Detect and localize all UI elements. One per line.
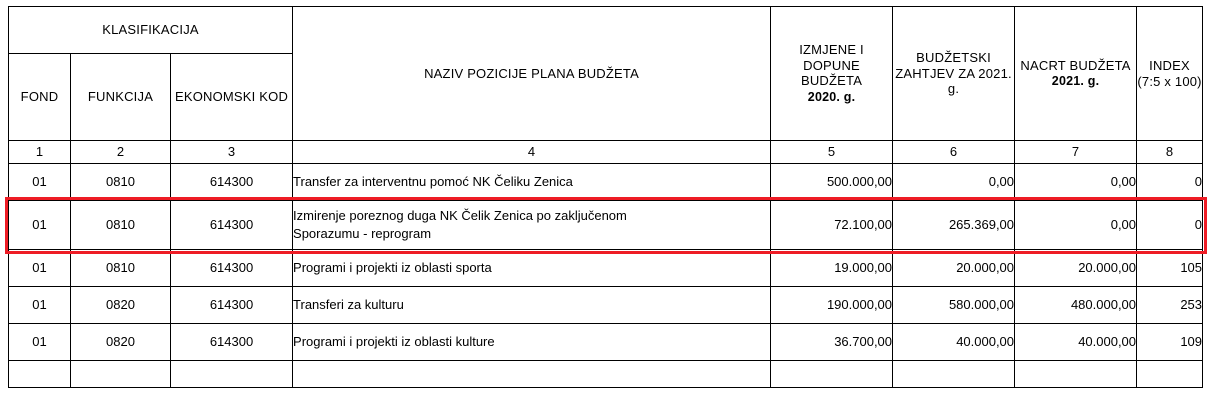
header-index	[1137, 7, 1203, 141]
cell-naziv: Transferi za kulturu	[293, 287, 771, 324]
cell-nacrt: 40.000,00	[1015, 324, 1137, 361]
table-header	[9, 7, 1203, 164]
cell-izmjene	[771, 361, 893, 388]
cell-izmjene: 500.000,00	[771, 164, 893, 201]
cell-naziv	[293, 201, 771, 250]
cell-index: 105	[1137, 250, 1203, 287]
cell-zahtjev	[893, 361, 1015, 388]
cell-zahtjev: 580.000,00	[893, 287, 1015, 324]
table-body	[9, 164, 1203, 388]
cell-funkcija: 0810	[71, 250, 171, 287]
header-naziv-pozicije: NAZIV POZICIJE PLANA BUDŽETA	[293, 7, 771, 141]
cell-index: 109	[1137, 324, 1203, 361]
cell-funkcija: 0820	[71, 287, 171, 324]
cell-fond: 01	[9, 250, 71, 287]
cell-fond	[9, 361, 71, 388]
table-row-highlighted	[9, 201, 1203, 250]
cell-izmjene: 72.100,00	[771, 201, 893, 250]
column-number-3: 3	[171, 141, 293, 164]
cell-fond: 01	[9, 164, 71, 201]
header-izmjene-year: 2020. g.	[807, 89, 856, 104]
cell-funkcija: 0810	[71, 164, 171, 201]
cell-index: 253	[1137, 287, 1203, 324]
cell-funkcija: 0820	[71, 324, 171, 361]
cell-fond: 01	[9, 324, 71, 361]
header-funkcija: FUNKCIJA	[71, 54, 171, 141]
header-nacrt-year: 2021. g.	[1051, 74, 1100, 89]
table-row	[9, 250, 1203, 287]
cell-ekonomski-kod: 614300	[171, 287, 293, 324]
cell-naziv	[293, 361, 771, 388]
cell-index: 0	[1137, 201, 1203, 250]
cell-fond: 01	[9, 201, 71, 250]
cell-naziv: Programi i projekti iz oblasti kulture	[293, 324, 771, 361]
cell-naziv-line2: Sporazumu - reprogram	[293, 226, 432, 241]
column-number-8: 8	[1137, 141, 1203, 164]
header-nacrt-budzeta	[1015, 7, 1137, 141]
table-row	[9, 324, 1203, 361]
cell-index	[1137, 361, 1203, 388]
cell-index: 0	[1137, 164, 1203, 201]
cell-nacrt: 0,00	[1015, 164, 1137, 201]
cell-nacrt: 480.000,00	[1015, 287, 1137, 324]
header-index-label: INDEX	[1149, 57, 1190, 73]
header-klasifikacija: KLASIFIKACIJA	[9, 7, 293, 54]
column-number-2: 2	[71, 141, 171, 164]
cell-funkcija: 0810	[71, 201, 171, 250]
cell-naziv: Transfer za interventnu pomoć NK Čeliku Zenica	[293, 164, 771, 201]
cell-zahtjev: 0,00	[893, 164, 1015, 201]
cell-ekonomski-kod: 614300	[171, 164, 293, 201]
cell-nacrt	[1015, 361, 1137, 388]
header-budzetski-zahtjev: BUDŽETSKI ZAHTJEV ZA 2021. g.	[893, 7, 1015, 141]
cell-naziv: Programi i projekti iz oblasti sporta	[293, 250, 771, 287]
column-number-1: 1	[9, 141, 71, 164]
cell-fond: 01	[9, 287, 71, 324]
cell-ekonomski-kod: 614300	[171, 250, 293, 287]
cell-ekonomski-kod: 614300	[171, 201, 293, 250]
header-ekonomski-kod: EKONOMSKI KOD	[171, 54, 293, 141]
cell-nacrt: 20.000,00	[1015, 250, 1137, 287]
column-number-7: 7	[1015, 141, 1137, 164]
cell-izmjene: 190.000,00	[771, 287, 893, 324]
cell-nacrt: 0,00	[1015, 201, 1137, 250]
budget-table-sheet	[0, 6, 1210, 406]
cell-zahtjev: 40.000,00	[893, 324, 1015, 361]
column-number-5: 5	[771, 141, 893, 164]
header-fond: FOND	[9, 54, 71, 141]
column-number-6: 6	[893, 141, 1015, 164]
header-nacrt-label: NACRT BUDŽETA	[1020, 57, 1131, 73]
header-izmjene-dopune	[771, 7, 893, 141]
table-row-empty	[9, 361, 1203, 388]
header-index-formula: (7:5 x 100)	[1137, 73, 1202, 89]
cell-zahtjev: 20.000,00	[893, 250, 1015, 287]
table-row	[9, 287, 1203, 324]
cell-funkcija	[71, 361, 171, 388]
cell-izmjene: 36.700,00	[771, 324, 893, 361]
header-izmjene-label: IZMJENE I DOPUNE BUDŽETA	[799, 42, 864, 89]
column-number-row	[9, 141, 1203, 164]
cell-ekonomski-kod: 614300	[171, 324, 293, 361]
column-number-4: 4	[293, 141, 771, 164]
budget-table	[8, 6, 1203, 388]
cell-naziv-line1: Izmirenje poreznog duga NK Čelik Zenica po zaključenom	[293, 208, 627, 224]
cell-izmjene: 19.000,00	[771, 250, 893, 287]
cell-ekonomski-kod	[171, 361, 293, 388]
table-row	[9, 164, 1203, 201]
cell-zahtjev: 265.369,00	[893, 201, 1015, 250]
